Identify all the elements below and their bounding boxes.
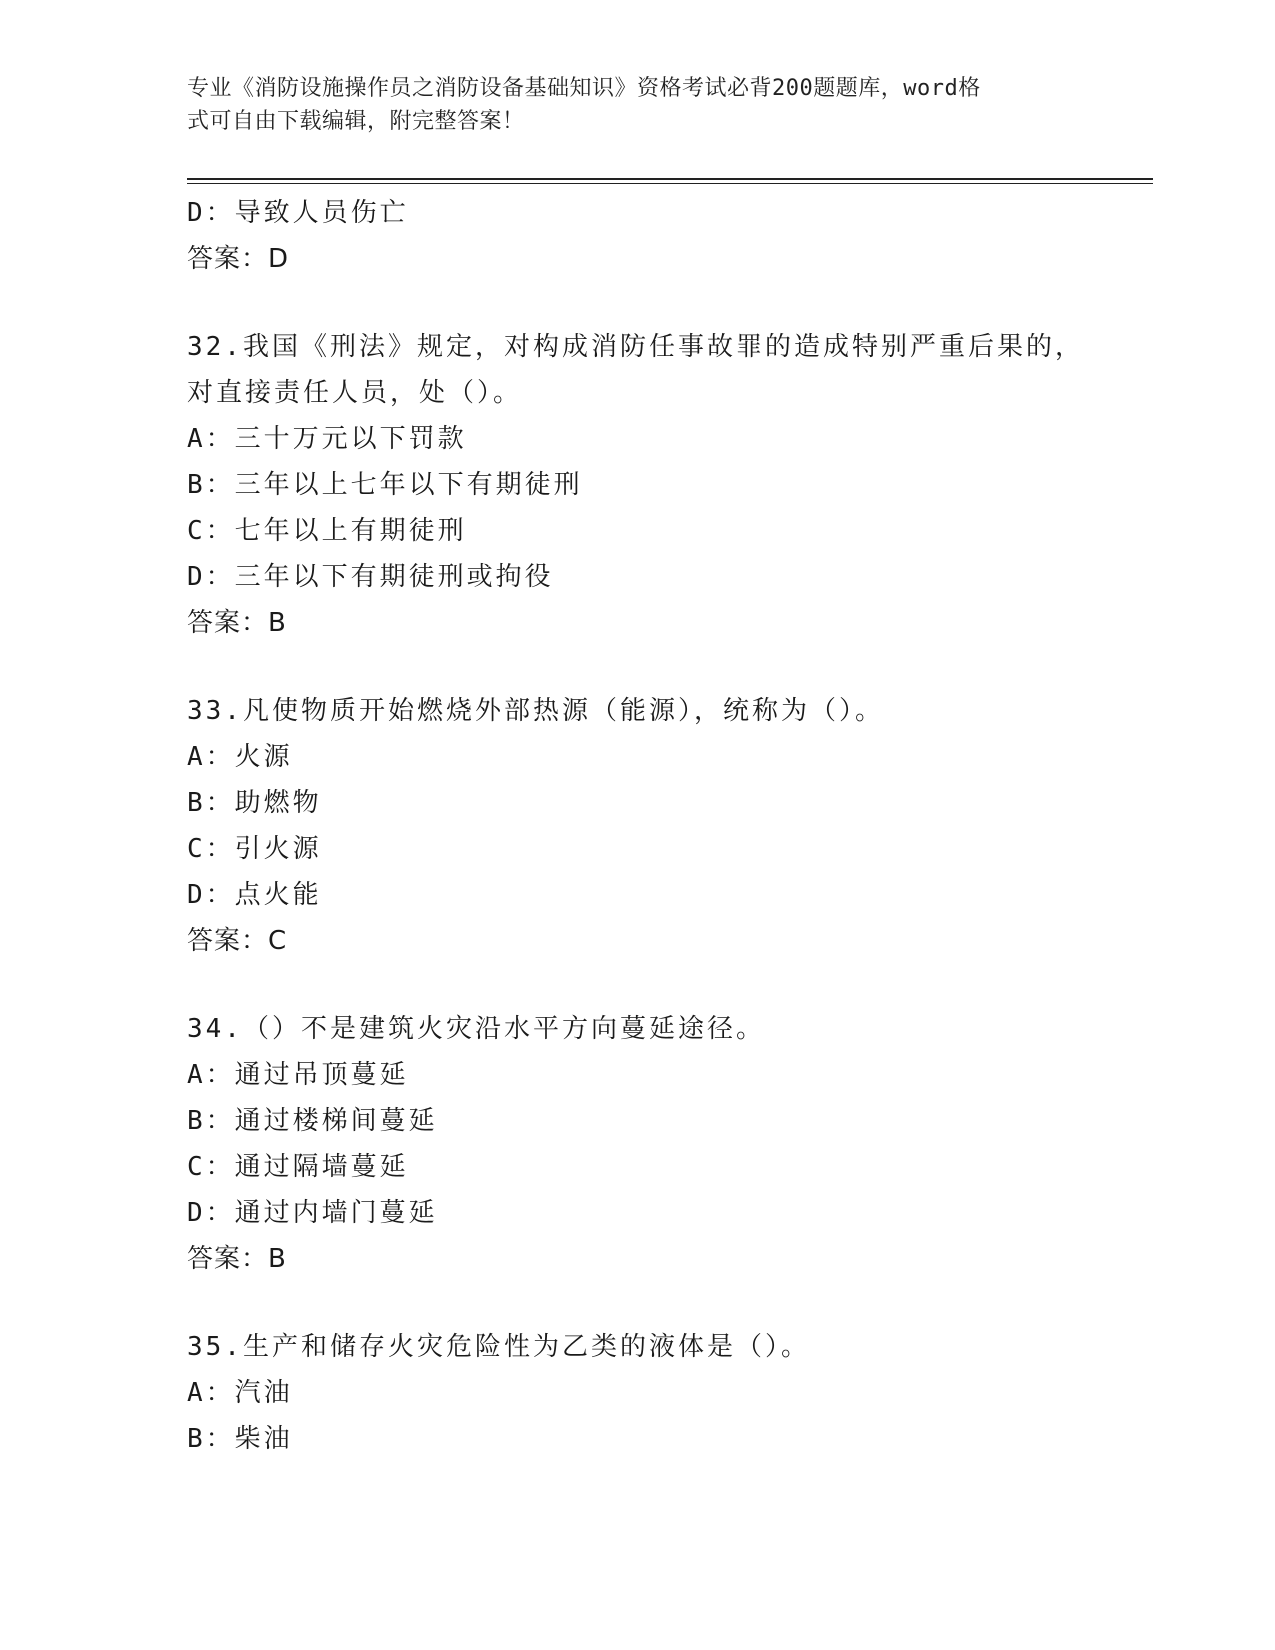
question-31-fragment: [187, 190, 1087, 282]
question-35: [187, 1324, 1087, 1462]
option-a: A：汽油: [187, 1378, 293, 1408]
header-divider-thick: [187, 178, 1153, 180]
answer-line: 答案：C: [187, 926, 288, 956]
document-body: [187, 190, 1087, 1462]
option-a: A：三十万元以下罚款: [187, 424, 467, 454]
answer-line: 答案：B: [187, 1244, 287, 1274]
spacer: [187, 1282, 1087, 1324]
answer-line: 答案：D: [187, 244, 290, 274]
option-c: C：通过隔墙蔓延: [187, 1152, 409, 1182]
question-33: [187, 688, 1087, 964]
option-d: D：点火能: [187, 880, 322, 910]
option-b: B：柴油: [187, 1424, 293, 1454]
question-text: 32.我国《刑法》规定，对构成消防任事故罪的造成特别严重后果的，: [187, 332, 1084, 362]
question-text: 34.（）不是建筑火灾沿水平方向蔓延途径。: [187, 1014, 765, 1044]
answer-line: 答案：B: [187, 608, 287, 638]
option-b: B：三年以上七年以下有期徒刑: [187, 470, 583, 500]
option-b: B：通过楼梯间蔓延: [187, 1106, 438, 1136]
header-line-2: 式可自由下载编辑，附完整答案！: [187, 109, 525, 134]
spacer: [187, 282, 1087, 324]
header-line-1: 专业《消防设施操作员之消防设备基础知识》资格考试必背200题题库，word格: [187, 76, 981, 101]
header-divider-thin: [187, 183, 1153, 184]
question-text: 对直接责任人员，处（）。: [187, 378, 523, 408]
option-d: D：三年以下有期徒刑或拘役: [187, 562, 554, 592]
option-c: C：引火源: [187, 834, 322, 864]
option-b: B：助燃物: [187, 788, 322, 818]
document-header: [187, 72, 1067, 138]
option-a: A：火源: [187, 742, 293, 772]
option-a: A：通过吊顶蔓延: [187, 1060, 409, 1090]
option-c: C：七年以上有期徒刑: [187, 516, 467, 546]
question-text: 35.生产和储存火灾危险性为乙类的液体是（）。: [187, 1332, 810, 1362]
spacer: [187, 646, 1087, 688]
question-34: [187, 1006, 1087, 1282]
question-32: [187, 324, 1087, 646]
spacer: [187, 964, 1087, 1006]
option-d: D：导致人员伤亡: [187, 198, 409, 228]
question-text: 33.凡使物质开始燃烧外部热源（能源），统称为（）。: [187, 696, 884, 726]
option-d: D：通过内墙门蔓延: [187, 1198, 438, 1228]
